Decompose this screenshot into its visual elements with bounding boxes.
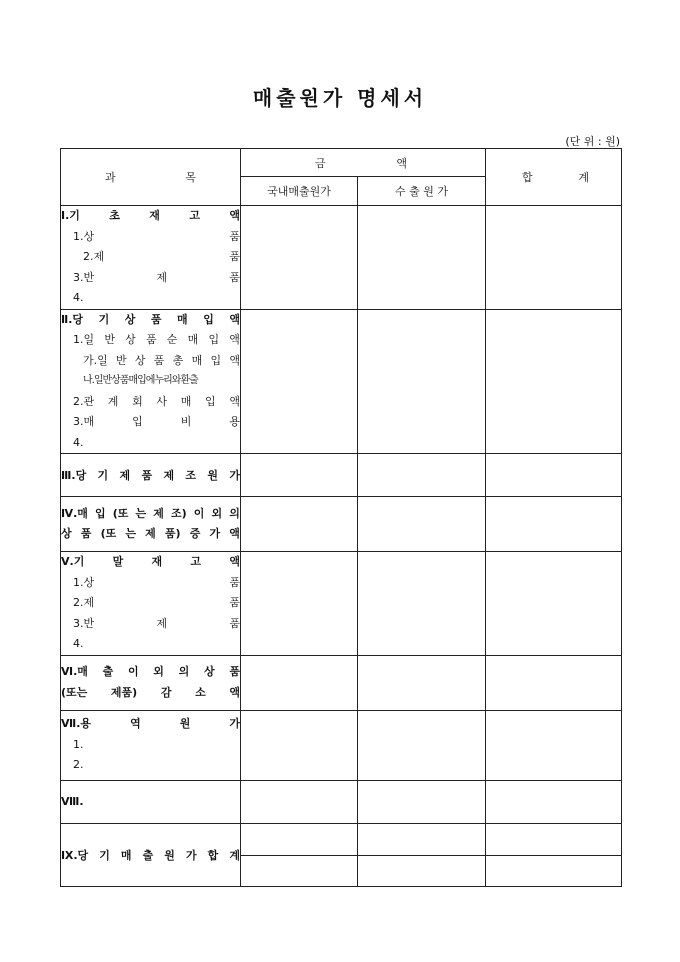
head-word: 매 <box>120 848 132 862</box>
head-word: 품 <box>141 469 153 482</box>
item-word: 4. <box>73 637 84 650</box>
item-word: 품 <box>229 229 240 243</box>
item-word: 품 <box>229 575 240 589</box>
amount-cell[interactable] <box>486 206 622 310</box>
head-word: 이 <box>127 665 139 678</box>
item-word: 제 <box>156 270 168 284</box>
amount-header <box>241 149 486 177</box>
amount-cell[interactable] <box>486 655 622 710</box>
item-word: 3.매 <box>73 415 95 428</box>
head-word: 제 <box>153 506 164 520</box>
head-word: 증 <box>189 527 201 540</box>
item-row <box>61 351 240 372</box>
head-word: 품 <box>229 665 240 678</box>
section-ending-inventory <box>61 552 241 656</box>
head-word: 품 <box>80 527 92 540</box>
item-word: 1. <box>73 737 84 751</box>
amount-cell[interactable] <box>358 855 486 886</box>
head-word: 기 <box>99 848 110 862</box>
amount-cell[interactable] <box>241 855 358 886</box>
amount-cell[interactable] <box>358 309 486 454</box>
amount-header-char: 액 <box>396 156 407 170</box>
amount-cell[interactable] <box>358 710 486 780</box>
item-word: 비 <box>180 415 192 428</box>
item-word: 품 <box>229 596 240 609</box>
item-word: 품 <box>229 270 240 284</box>
item-word: 4. <box>73 291 84 304</box>
head-word: 가 <box>229 469 240 482</box>
head-word: 조) <box>171 506 187 520</box>
cost-of-sales-table <box>60 148 622 887</box>
head-word: 고 <box>189 209 200 222</box>
head-word: 감 <box>160 685 172 699</box>
item-word: 3.반 <box>73 270 95 284</box>
head-word: Ⅴ.기 <box>61 555 85 568</box>
head-word: Ⅰ.기 <box>61 209 80 222</box>
section-manufacturing-cost <box>61 454 241 497</box>
amount-cell[interactable] <box>358 655 486 710</box>
item-word: 4. <box>73 435 84 449</box>
head-word: 원 <box>179 717 191 731</box>
amount-cell[interactable] <box>358 497 486 552</box>
head-word: 제 <box>119 469 131 482</box>
head-word: 는 <box>125 527 136 540</box>
amount-cell[interactable] <box>486 497 622 552</box>
item-word: 총 <box>172 353 184 367</box>
head-word: 입 <box>95 506 106 520</box>
item-word: 1.일 <box>73 333 95 346</box>
item-row <box>61 755 240 776</box>
head-word: Ⅷ. <box>61 795 84 808</box>
item-word: 입 <box>210 353 222 367</box>
item-word: 순 <box>166 333 178 346</box>
item-row: 나.일반상품매입에누리와환출 <box>83 375 198 386</box>
section-service-cost <box>61 710 241 780</box>
amount-cell[interactable] <box>241 454 358 497</box>
amount-cell[interactable] <box>241 552 358 656</box>
item-row <box>61 634 240 655</box>
head-word: 의 <box>229 506 240 520</box>
item-word: 2.관 <box>73 394 95 408</box>
amount-cell[interactable] <box>358 454 486 497</box>
amount-cell[interactable] <box>241 780 358 823</box>
item-word: 입 <box>132 415 143 428</box>
item-word: 제 <box>156 616 168 630</box>
domestic-cost-header: 국내매출원가 <box>241 177 358 206</box>
amount-cell[interactable] <box>241 823 358 855</box>
section-beginning-inventory <box>61 206 241 310</box>
head-word: Ⅳ.매 <box>61 506 88 520</box>
head-word: 외 <box>153 665 164 678</box>
head-word: Ⅵ.매 <box>61 665 88 678</box>
amount-cell[interactable] <box>358 823 486 855</box>
item-word: 상 <box>125 333 136 346</box>
item-word: 상 <box>134 353 146 367</box>
section-total-cost-of-sales <box>61 823 241 886</box>
head-word: 조 <box>185 469 197 482</box>
item-word: 1.상 <box>73 575 95 589</box>
head-word: 고 <box>190 555 202 568</box>
head-word: 상 <box>203 665 215 678</box>
subject-header-char: 목 <box>185 171 196 184</box>
head-word: 기 <box>97 469 109 482</box>
head-word: Ⅲ.당 <box>61 469 87 482</box>
amount-cell[interactable] <box>486 710 622 780</box>
item-word: 품 <box>153 353 165 367</box>
head-word: (또 <box>112 506 129 520</box>
item-word: 품 <box>229 250 240 263</box>
item-word: 액 <box>229 394 240 408</box>
head-word: 역 <box>130 717 141 731</box>
head-word: 초 <box>109 209 120 222</box>
item-word: 2. <box>73 758 84 772</box>
item-row <box>61 573 240 594</box>
item-word: 사 <box>156 394 168 408</box>
head-word: (또는 <box>61 685 88 699</box>
item-row <box>61 330 240 351</box>
head-word: 출 <box>102 665 114 678</box>
head-word: 원 <box>164 848 175 862</box>
item-row <box>61 288 240 309</box>
item-word: 반 <box>104 333 115 346</box>
section-purchases <box>61 309 241 454</box>
head-word: 품) <box>164 527 181 540</box>
item-row <box>61 614 240 635</box>
item-word: 반 <box>116 353 127 367</box>
head-word: 는 <box>135 506 147 520</box>
head-word: 제 <box>145 527 156 540</box>
document-title: 매출원가 명세서 <box>252 86 428 110</box>
head-word: 가 <box>185 848 197 862</box>
item-word: 액 <box>229 333 240 346</box>
amount-cell[interactable] <box>241 655 358 710</box>
amount-cell[interactable] <box>486 780 622 823</box>
item-row <box>61 433 240 454</box>
item-word: 용 <box>229 415 240 428</box>
head-word: (또 <box>100 527 117 540</box>
item-row <box>61 412 240 433</box>
unit-label: (단 위 : 원) <box>565 135 620 148</box>
amount-cell[interactable] <box>241 206 358 310</box>
amount-cell[interactable] <box>486 552 622 656</box>
item-row <box>61 735 240 756</box>
head-word: 액 <box>229 555 240 568</box>
amount-cell[interactable] <box>241 497 358 552</box>
amount-cell[interactable] <box>486 855 622 886</box>
subject-header <box>61 149 241 206</box>
head-word: 액 <box>229 527 240 540</box>
total-header-char: 계 <box>578 171 589 184</box>
item-row <box>61 227 240 248</box>
export-cost-header: 수 출 원 가 <box>358 177 486 206</box>
item-word: 매 <box>187 333 199 346</box>
head-word: 제 <box>163 469 175 482</box>
head-word: Ⅱ.당 <box>61 312 84 326</box>
item-word: 계 <box>107 394 119 408</box>
amount-cell[interactable] <box>486 823 622 855</box>
item-word: 1.상 <box>73 229 95 243</box>
head-word: 원 <box>207 469 219 482</box>
head-word: 외 <box>211 506 223 520</box>
head-word: 소 <box>195 685 206 699</box>
head-word: 제품) <box>110 685 138 699</box>
item-word: 액 <box>229 353 240 367</box>
item-word: 입 <box>205 394 216 408</box>
head-word: 상 <box>124 312 136 326</box>
amount-cell[interactable] <box>241 309 358 454</box>
item-word: 매 <box>180 394 192 408</box>
item-row <box>61 247 240 268</box>
item-word: 가.일 <box>83 353 108 367</box>
amount-header-char: 금 <box>315 156 326 170</box>
amount-cell[interactable] <box>358 552 486 656</box>
head-word: 말 <box>112 555 124 568</box>
head-word: 가 <box>209 527 221 540</box>
head-word: 합 <box>207 848 219 862</box>
head-word: 액 <box>229 209 240 222</box>
head-word: 액 <box>229 685 240 699</box>
head-word: 이 <box>193 506 205 520</box>
head-word: 입 <box>203 312 214 326</box>
item-word: 3.반 <box>73 616 95 630</box>
head-word: 액 <box>229 312 240 326</box>
head-word: 가 <box>229 717 240 731</box>
amount-cell[interactable] <box>486 309 622 454</box>
amount-cell[interactable] <box>241 710 358 780</box>
section-other-decrease <box>61 655 241 710</box>
item-word: 품 <box>229 616 240 630</box>
item-word: 2.제 <box>73 596 95 609</box>
item-row <box>61 392 240 413</box>
head-word: 재 <box>151 555 163 568</box>
amount-cell[interactable] <box>358 780 486 823</box>
head-word: 기 <box>98 312 110 326</box>
head-word: 출 <box>142 848 154 862</box>
head-word: 매 <box>177 312 188 326</box>
section-other-increase <box>61 497 241 552</box>
head-word: 품 <box>150 312 162 326</box>
head-word: Ⅸ.당 <box>61 848 89 862</box>
item-word: 품 <box>145 333 157 346</box>
head-word: 상 <box>61 527 72 540</box>
head-word: 재 <box>149 209 160 222</box>
amount-cell[interactable] <box>358 206 486 310</box>
head-word: 의 <box>178 665 190 678</box>
section-eight <box>61 780 241 823</box>
item-word: 2.제 <box>83 250 105 263</box>
subject-header-char: 과 <box>105 171 116 184</box>
item-word: 매 <box>191 353 203 367</box>
item-row <box>61 268 240 289</box>
total-header-char: 합 <box>522 171 533 184</box>
total-header <box>486 149 622 206</box>
item-row <box>61 593 240 614</box>
head-word: 계 <box>229 848 240 862</box>
item-word: 입 <box>208 333 220 346</box>
head-word: Ⅶ.용 <box>61 717 92 731</box>
item-word: 회 <box>132 394 143 408</box>
amount-cell[interactable] <box>486 454 622 497</box>
